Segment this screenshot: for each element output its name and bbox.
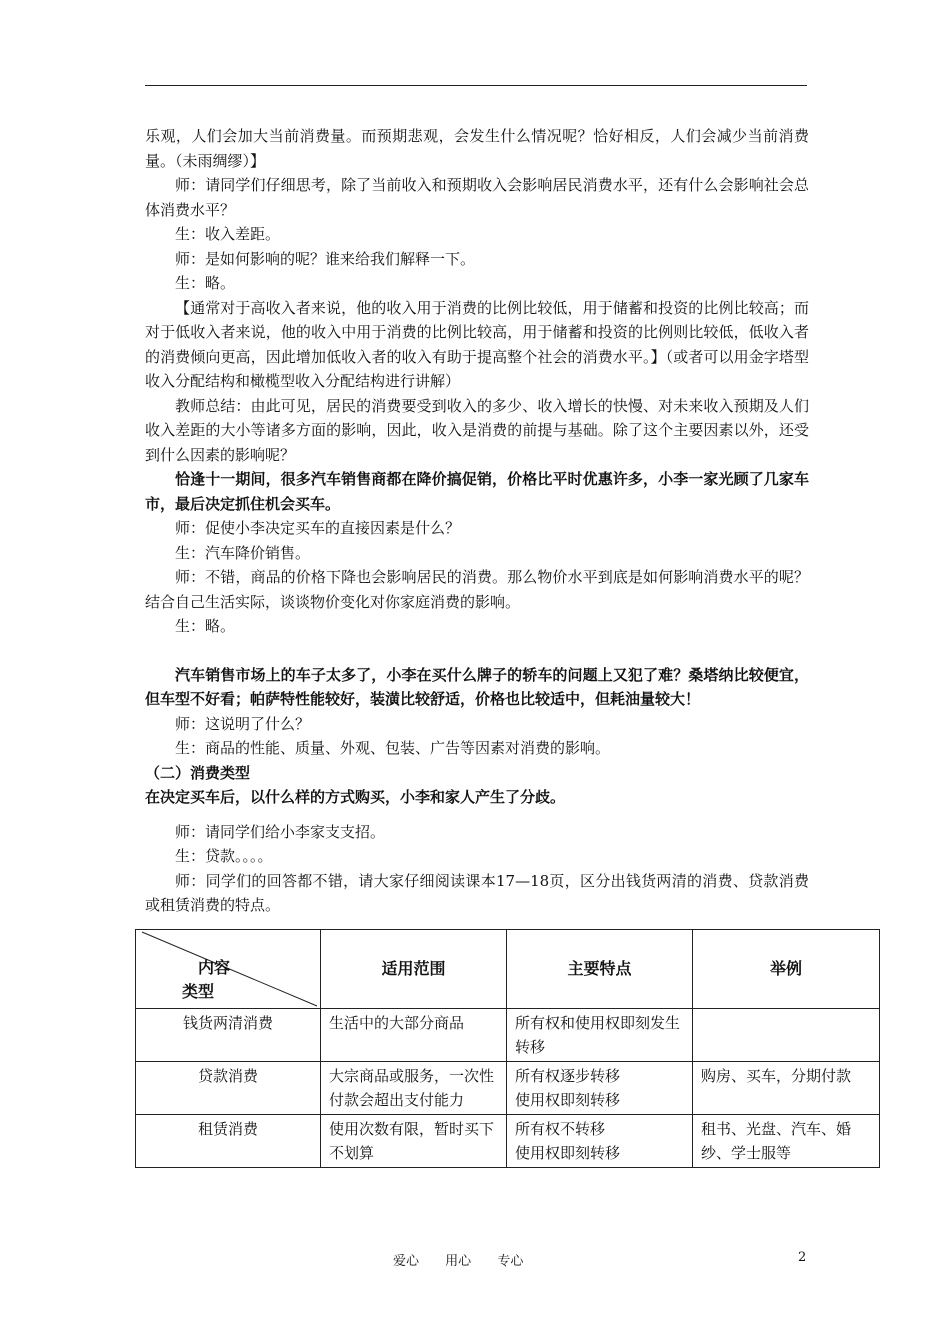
paragraph: 教师总结：由此可见，居民的消费要受到收入的多少、收入增长的快慢、对未来收入预期及人们收入差距的大小等诸多方面的影响，因此，收入是消费的前提与基础。除了这个主要因素以外，还受到什么因素的影响呢？: [145, 396, 809, 464]
table-header-row: [136, 930, 880, 1009]
corner-label-type: 类型: [182, 982, 215, 1001]
footer-word: 用心: [445, 1254, 472, 1269]
table-row: [136, 1009, 880, 1062]
paragraph: 生：略。: [175, 274, 236, 292]
paragraph: 师：是如何影响的呢？谁来给我们解释一下。: [175, 249, 476, 268]
feature-cell: 所有权和使用权即刻发生转移: [507, 1009, 693, 1062]
paragraph: 乐观，人们会加大当前消费量。而预期悲观，会发生什么情况呢？恰好相反，人们会减少当前消费量。（未雨绸缪）】: [145, 127, 809, 170]
paragraph: 【通常对于高收入者来说，他的收入用于消费的比例比较低，用于储蓄和投资的比例比较高；而对于低收入者来说，他的收入中用于消费的比例比较高，用于储蓄和投资的比例则比较低，低收入者的消费倾向更高，因此增加低收入者的收入有助于提高整个社会的消费水平。】（或者可以用金字塔型收入分配结构和橄榄型收入分配结构进行讲解）: [145, 298, 809, 390]
paragraph: 生：略。: [175, 617, 236, 635]
section-heading: （二）消费类型: [145, 763, 251, 782]
feature-cell: [507, 1115, 693, 1168]
header-rule: [145, 85, 807, 86]
scope-cell: 使用次数有限，暂时买下不划算: [321, 1115, 507, 1168]
column-header: 适用范围: [321, 930, 507, 1009]
example-cell: 租书、光盘、汽车、婚纱、学士服等: [693, 1115, 880, 1168]
paragraph: 师：请同学们给小李家支支招。: [175, 822, 386, 841]
table-row: [136, 1062, 880, 1115]
table-row: [136, 1115, 880, 1168]
example-cell: 购房、买车，分期付款: [693, 1062, 880, 1115]
consumption-type-table: [135, 929, 880, 1168]
footer-motto: [393, 1250, 545, 1269]
feature-line: 所有权逐步转移: [515, 1067, 621, 1085]
column-header: 举例: [693, 930, 880, 1009]
type-cell: 贷款消费: [136, 1062, 321, 1115]
footer-word: 专心: [497, 1254, 524, 1269]
scenario-paragraph: 在决定买车后，以什么样的方式购买，小李和家人产生了分歧。: [145, 788, 566, 806]
body-text: [145, 124, 809, 918]
paragraph: 生：商品的性能、质量、外观、包装、广告等因素对消费的影响。: [175, 739, 611, 757]
paragraph: 师：不错，商品的价格下降也会影响居民的消费。那么物价水平到底是如何影响消费水平的呢？结合自己生活实际，谈谈物价变化对你家庭消费的影响。: [145, 568, 809, 611]
scope-cell: 生活中的大部分商品: [321, 1009, 507, 1062]
paragraph: 师：请同学们仔细思考，除了当前收入和预期收入会影响居民消费水平，还有什么会影响社会总体消费水平？: [145, 176, 809, 219]
paragraph: 师：这说明了什么？: [175, 714, 311, 733]
scenario-paragraph: 汽车销售市场上的车子太多了，小李在买什么牌子的轿车的问题上又犯了难？桑塔纳比较便宜，但车型不好看；帕萨特性能较好，装潢比较舒适，价格也比较适中，但耗油量较大！: [145, 665, 809, 708]
paragraph: 生：汽车降价销售。: [175, 543, 311, 562]
page-number: 2: [798, 1250, 807, 1265]
feature-line: 使用权即刻转移: [515, 1091, 621, 1109]
scope-cell: 大宗商品或服务，一次性付款会超出支付能力: [321, 1062, 507, 1115]
type-cell: 钱货两清消费: [136, 1009, 321, 1062]
scenario-paragraph: 恰逢十一期间，很多汽车销售商都在降价搞促销，价格比平时优惠许多，小李一家光顾了几家车市，最后决定抓住机会买车。: [145, 470, 809, 513]
paragraph: 师：促使小李决定买车的直接因素是什么？: [175, 519, 461, 537]
paragraph: 生：收入差距。: [175, 225, 281, 243]
example-cell: [693, 1009, 880, 1062]
feature-line: 所有权不转移: [515, 1120, 606, 1138]
feature-line: 使用权即刻转移: [515, 1144, 621, 1162]
column-header: 主要特点: [507, 930, 693, 1009]
feature-cell: [507, 1062, 693, 1115]
corner-label-content: 内容: [198, 958, 231, 977]
diagonal-header-cell: [136, 930, 321, 1009]
footer-word: 爱心: [393, 1254, 420, 1269]
type-cell: 租赁消费: [136, 1115, 321, 1168]
paragraph: 师：同学们的回答都不错，请大家仔细阅读课本17—18页，区分出钱货两清的消费、贷款消费或租赁消费的特点。: [145, 871, 809, 914]
paragraph: 生：贷款。。。。: [175, 847, 273, 865]
